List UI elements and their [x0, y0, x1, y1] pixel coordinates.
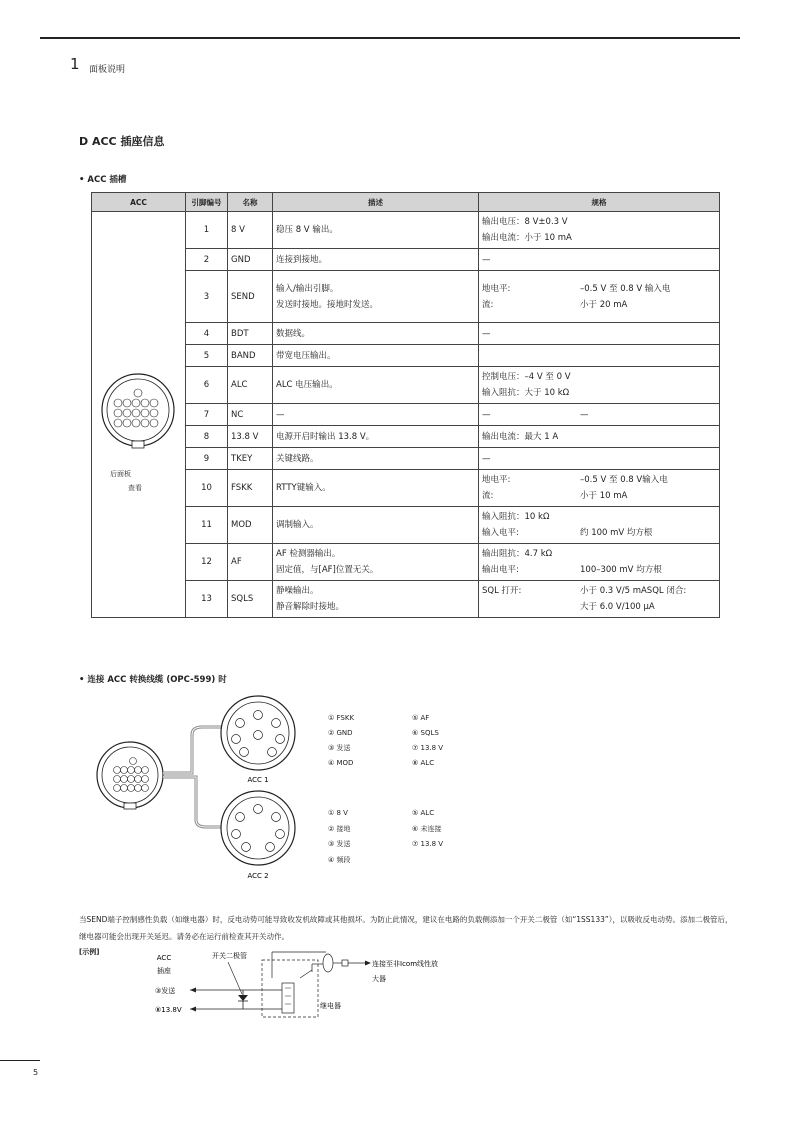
legend-item: ⑧ ALC — [412, 759, 435, 767]
spec-key: 流: — [482, 299, 494, 310]
pin-number: 4 — [186, 323, 228, 345]
acc2-legend-right — [412, 806, 443, 853]
description-line: 连接到接地。 — [276, 254, 328, 265]
pin-name: AF — [228, 544, 273, 581]
table-row — [92, 581, 720, 618]
spec-line — [482, 230, 716, 246]
pin-number: 11 — [186, 507, 228, 544]
acc-pin-table — [91, 192, 720, 618]
description-line: 带宽电压输出。 — [276, 350, 336, 361]
spec-line — [482, 326, 716, 342]
spec-key: — — [482, 328, 491, 339]
table-header-row — [92, 193, 720, 212]
pin-number: 12 — [186, 544, 228, 581]
example-to-amp-2: 大器 — [372, 975, 386, 983]
page-number: 5 — [33, 1068, 39, 1077]
pin-number: 8 — [186, 426, 228, 448]
pin-spec — [479, 212, 720, 249]
pin-number: 13 — [186, 581, 228, 618]
header-acc: ACC — [92, 193, 186, 212]
spec-key: SQL 打开: — [482, 586, 522, 596]
spec-value: — — [580, 409, 589, 420]
description-line: 稳压 8 V 输出。 — [276, 225, 338, 235]
spec-key: 输入电平: — [482, 528, 519, 538]
legend-item: ④ 频段 — [328, 855, 351, 864]
legend-item: ② GND — [328, 729, 353, 737]
spec-key: — — [482, 453, 491, 464]
spec-value: 约 100 mV 均方根 — [580, 528, 653, 538]
pin-name: ALC — [228, 367, 273, 404]
description-line: 固定值，与[AF]位置无关。 — [276, 565, 379, 575]
pin-spec — [479, 249, 720, 271]
pin-spec — [479, 507, 720, 544]
pin-spec — [479, 367, 720, 404]
acc-connector-cell — [92, 212, 186, 618]
acc2-label: ACC 2 — [247, 872, 269, 880]
pin-description — [273, 249, 479, 271]
spec-key: — — [482, 409, 491, 420]
spec-line — [482, 583, 716, 599]
spec-line — [482, 562, 716, 578]
spec-key: 控制电压：–4 V 至 0 V — [482, 372, 571, 382]
pin-description — [273, 581, 479, 618]
spec-key: 地电平: — [482, 475, 511, 485]
description-line: RTTY键输入。 — [276, 483, 331, 493]
spec-line — [482, 509, 716, 525]
spec-line — [482, 429, 716, 445]
pin-name: FSKK — [228, 470, 273, 507]
pin-spec — [479, 448, 720, 470]
table-row — [92, 212, 720, 249]
pin-number: 9 — [186, 448, 228, 470]
spec-key: 输出电流：最大 1 A — [482, 431, 559, 442]
pin-name: GND — [228, 249, 273, 271]
pin-description — [273, 470, 479, 507]
description-line: ALC 电压输出。 — [276, 380, 338, 390]
acc1-connector-icon — [221, 696, 295, 770]
table-row — [92, 271, 720, 323]
pin-name: MOD — [228, 507, 273, 544]
pin-number: 5 — [186, 345, 228, 367]
main-connector-icon — [97, 742, 163, 809]
description-line: — — [276, 409, 285, 420]
pin-description — [273, 345, 479, 367]
pin-description — [273, 323, 479, 345]
acc1-label: ACC 1 — [247, 776, 269, 784]
spec-value: 小于 0.3 V/5 mASQL 闭合: — [580, 586, 687, 596]
acc-connector-icon — [92, 360, 186, 480]
spec-line — [482, 407, 716, 423]
spec-line — [482, 599, 716, 615]
subsection-cable: • 连接 ACC 转换线缆 (OPC-599) 时 — [79, 675, 227, 685]
pin-name: SQLS — [228, 581, 273, 618]
acc2-connector-icon — [221, 791, 295, 865]
spec-line — [482, 281, 716, 297]
example-socket: 插座 — [157, 967, 171, 975]
pin-description — [273, 404, 479, 426]
legend-item: ⑦ 13.8 V — [412, 744, 444, 752]
pin-name: BDT — [228, 323, 273, 345]
chapter-title: 面板说明 — [89, 65, 126, 75]
pin-description — [273, 367, 479, 404]
legend-item: ② 接地 — [328, 824, 351, 833]
note-paragraph: 当SEND端子控制感性负载（如继电器）时，反电动势可能导致收发机故障或其他损坏。为防止此情况，建议在电路的负载侧添加一个开关二极管（如“1SS133”），以吸收反电动势。添加二极管后，继电器可能会出现开关延迟。请务必在运行前检查其开关动作。 — [79, 915, 733, 941]
table-row — [92, 507, 720, 544]
pin-description — [273, 544, 479, 581]
table-row — [92, 249, 720, 271]
spec-key: 输出电流：小于 10 mA — [482, 233, 572, 243]
header-name: 名称 — [228, 193, 273, 212]
pin-spec — [479, 404, 720, 426]
description-line: 调制输入。 — [276, 520, 319, 530]
spec-key: 地电平: — [482, 283, 511, 294]
pin-number: 3 — [186, 271, 228, 323]
description-line: 电源开启时输出 13.8 V。 — [276, 431, 375, 442]
legend-item: ③ 发送 — [328, 840, 351, 848]
acc1-legend-right — [412, 711, 443, 771]
pin-description — [273, 448, 479, 470]
view-label: 查看 — [128, 484, 142, 492]
spec-line — [482, 525, 716, 541]
example-pin8: ⑧13.8V — [155, 1006, 182, 1014]
spec-line — [482, 546, 716, 562]
example-relay-label: 继电器 — [320, 1002, 341, 1010]
example-pin3: ③发送 — [155, 987, 176, 995]
spec-key: 输入阻抗：10 kΩ — [482, 512, 550, 522]
top-rule — [40, 37, 740, 39]
pin-spec — [479, 470, 720, 507]
pin-name: NC — [228, 404, 273, 426]
spec-line — [482, 252, 716, 268]
spec-value: 大于 6.0 V/100 μA — [580, 602, 655, 612]
spec-line — [482, 385, 716, 401]
spec-line — [482, 369, 716, 385]
pin-name: 8 V — [228, 212, 273, 249]
spec-value: –0.5 V 至 0.8 V输入电 — [580, 475, 668, 485]
legend-item: ⑥ 未连接 — [412, 824, 442, 833]
description-line: 静音解除时接地。 — [276, 602, 345, 612]
legend-item: ⑥ SQLS — [412, 729, 439, 737]
pin-description — [273, 507, 479, 544]
subsection-acc-socket: • ACC 插槽 — [79, 175, 127, 185]
spec-key: 流: — [482, 491, 494, 501]
legend-item: ⑤ AF — [412, 714, 430, 722]
chapter-number: 1 — [70, 55, 80, 73]
pin-description — [273, 212, 479, 249]
spec-value: –0.5 V 至 0.8 V 输入电 — [580, 283, 671, 294]
spec-line — [482, 488, 716, 504]
pin-number: 2 — [186, 249, 228, 271]
spec-key: — — [482, 254, 491, 265]
pin-name: SEND — [228, 271, 273, 323]
spec-key: 输出电平: — [482, 565, 519, 575]
cable-diagram — [90, 695, 310, 885]
acc2-legend-left — [328, 806, 351, 868]
description-line: 关键线路。 — [276, 453, 319, 464]
header-spec: 规格 — [479, 193, 720, 212]
pin-number: 6 — [186, 367, 228, 404]
legend-item: ① 8 V — [328, 809, 348, 817]
pin-spec — [479, 323, 720, 345]
pin-spec — [479, 581, 720, 618]
example-label: [示例] — [79, 948, 100, 956]
pin-spec — [479, 544, 720, 581]
example-acc: ACC — [156, 954, 172, 962]
jack-icon — [323, 954, 333, 972]
pin-name: TKEY — [228, 448, 273, 470]
spec-value: 小于 10 mA — [580, 491, 628, 501]
spec-line — [482, 214, 716, 230]
header-pin: 引脚编号 — [186, 193, 228, 212]
pin-description — [273, 271, 479, 323]
example-circuit — [150, 948, 470, 1028]
legend-item: ⑦ 13.8 V — [412, 840, 444, 848]
pin-name: 13.8 V — [228, 426, 273, 448]
pin-number: 1 — [186, 212, 228, 249]
spec-key: 输出阻抗：4.7 kΩ — [482, 549, 553, 559]
description-line: 静噪输出。 — [276, 586, 319, 596]
rear-panel-label: 后面板 — [110, 470, 131, 478]
diode-icon — [238, 995, 248, 1001]
acc1-legend-left — [328, 711, 354, 771]
pin-number: 10 — [186, 470, 228, 507]
pin-name: BAND — [228, 345, 273, 367]
table-row — [92, 544, 720, 581]
legend-item: ④ MOD — [328, 759, 354, 767]
description-line: 数据线。 — [276, 328, 311, 339]
pin-spec — [479, 271, 720, 323]
spec-key: 输入阻抗：大于 10 kΩ — [482, 388, 570, 398]
pin-description — [273, 426, 479, 448]
bottom-rule — [0, 1060, 40, 1061]
description-line: 发送时接地。接地时发送。 — [276, 299, 379, 310]
spec-line — [482, 451, 716, 467]
legend-item: ① FSKK — [328, 714, 355, 722]
description-line: 输入/输出引脚。 — [276, 283, 339, 294]
legend-item: ③ 发送 — [328, 744, 351, 752]
pin-spec — [479, 345, 720, 367]
spec-value: 小于 20 mA — [580, 299, 628, 310]
example-to-amp-1: 连接至非Icom线性放 — [372, 960, 439, 968]
spec-line — [482, 472, 716, 488]
section-title: D ACC 插座信息 — [79, 135, 165, 148]
example-diode-label: 开关二极管 — [212, 952, 247, 960]
spec-key: 输出电压：8 V±0.3 V — [482, 217, 568, 227]
description-line: AF 检测器输出。 — [276, 549, 341, 559]
spec-value: 100–300 mV 均方根 — [580, 565, 662, 575]
relay-coil-icon — [282, 983, 294, 1013]
legend-item: ⑤ ALC — [412, 809, 435, 817]
pin-number: 7 — [186, 404, 228, 426]
spec-key — [482, 599, 580, 615]
header-description: 描述 — [273, 193, 479, 212]
table-row — [92, 323, 720, 345]
spec-line — [482, 297, 716, 313]
pin-spec — [479, 426, 720, 448]
